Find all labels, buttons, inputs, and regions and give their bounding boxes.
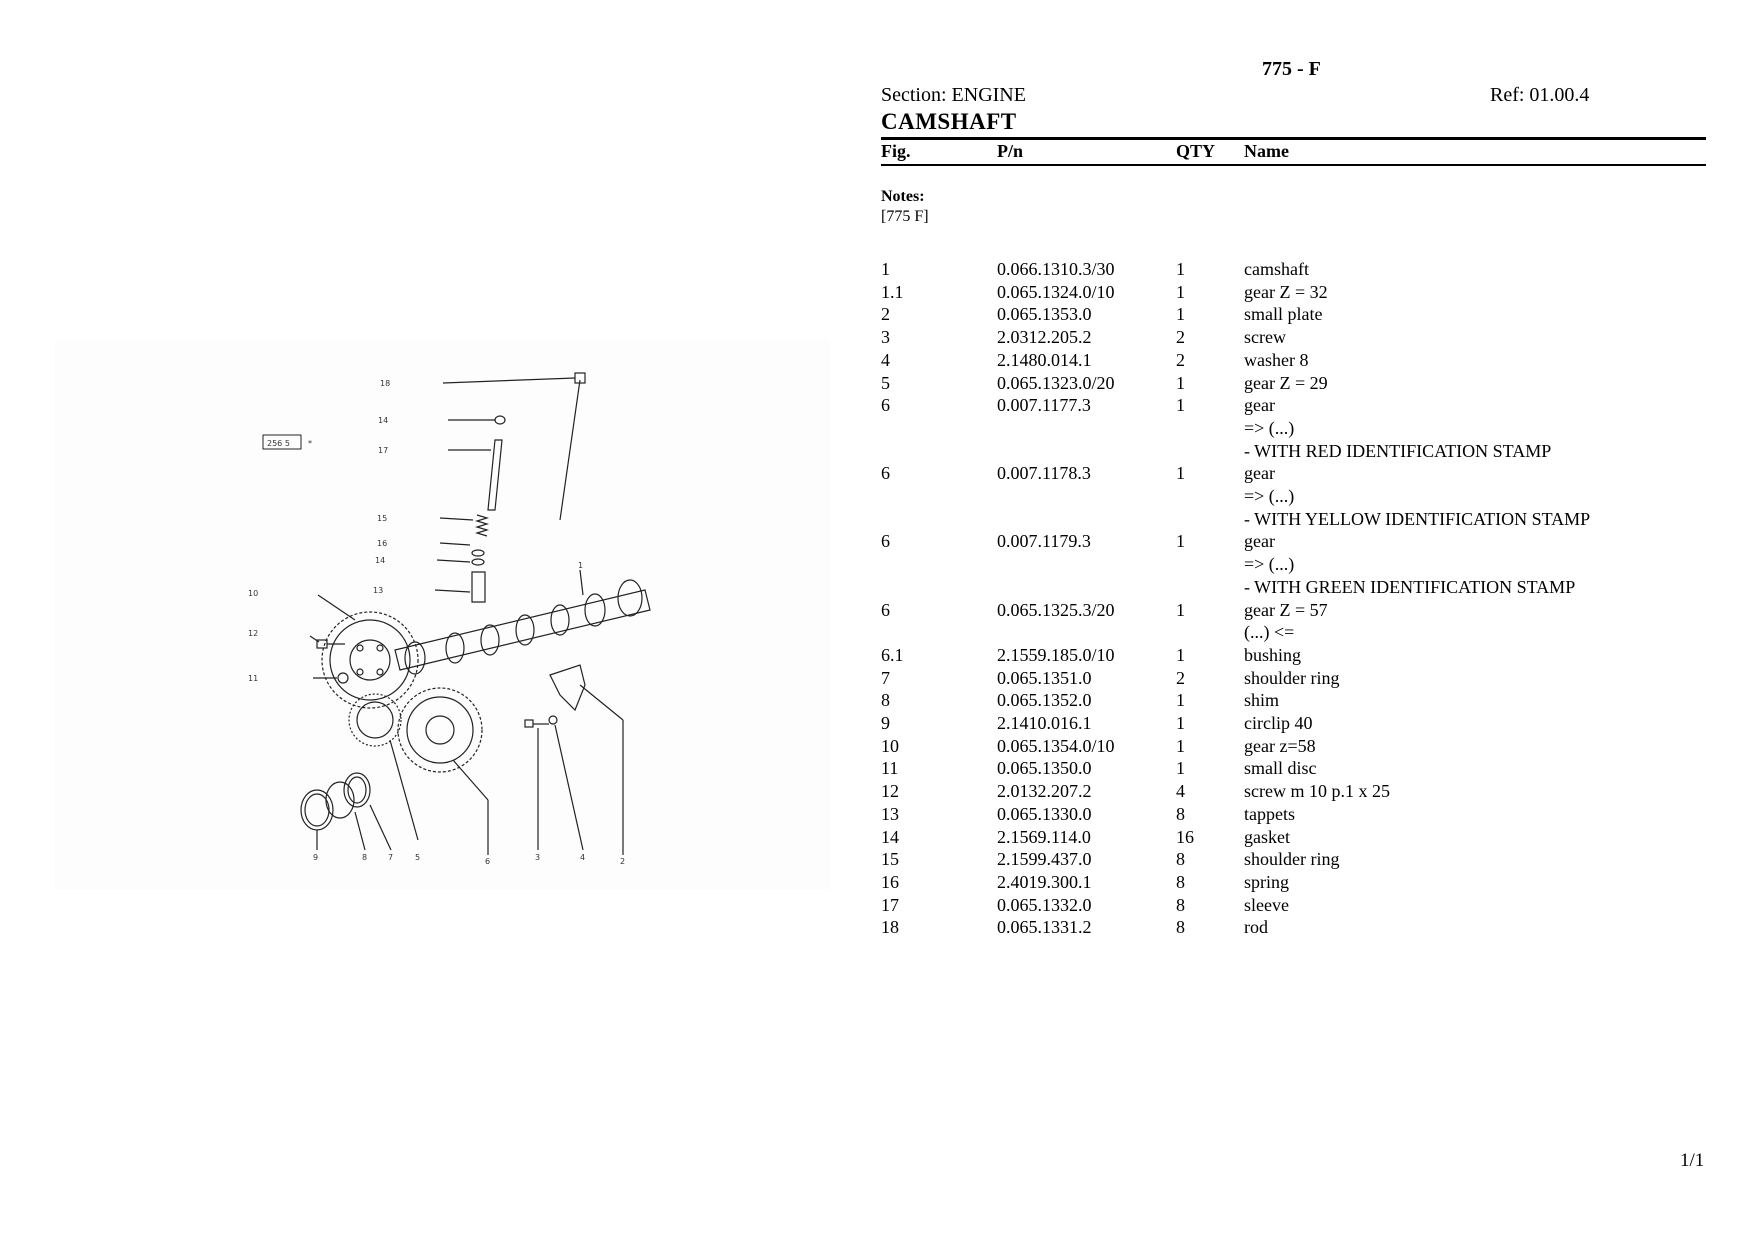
cell-quantity: 1 bbox=[1176, 259, 1185, 279]
cell-part-number: 2.0132.207.2 bbox=[997, 781, 1092, 802]
cell-name: - WITH YELLOW IDENTIFICATION STAMP bbox=[1244, 508, 1591, 529]
callout-7: 7 bbox=[388, 853, 394, 862]
cell-quantity bbox=[1176, 508, 1244, 531]
cell-part-number: 0.065.1325.3/20 bbox=[997, 599, 1115, 620]
table-row bbox=[881, 553, 1706, 576]
cell-part-number: 0.065.1354.0/10 bbox=[997, 735, 1115, 756]
cell-part-number bbox=[997, 485, 1176, 508]
model-number: 775 - F bbox=[1262, 58, 1321, 80]
cell-part-number bbox=[997, 553, 1176, 576]
cell-part-number: 2.1559.185.0/10 bbox=[997, 644, 1115, 665]
cell-quantity: 2 bbox=[1176, 667, 1185, 688]
cell-name: shoulder ring bbox=[1244, 667, 1340, 688]
callout-4: 4 bbox=[580, 853, 586, 862]
table-row bbox=[881, 372, 1706, 395]
cell-name: gear Z = 29 bbox=[1244, 372, 1328, 393]
cell-part-number: 0.065.1332.0 bbox=[997, 894, 1092, 915]
cell-quantity: 1 bbox=[1176, 463, 1185, 484]
cell-part-number: 0.065.1330.0 bbox=[997, 803, 1092, 824]
cell-quantity: 2 bbox=[1176, 349, 1185, 370]
cell-quantity: 1 bbox=[1176, 304, 1185, 325]
cell-quantity: 1 bbox=[1176, 644, 1185, 665]
cell-fig: 16 bbox=[881, 871, 899, 892]
table-row bbox=[881, 757, 1706, 780]
small-plate-part bbox=[550, 665, 585, 710]
cell-part-number: 2.1480.014.1 bbox=[997, 349, 1092, 370]
column-header-qty: QTY bbox=[1176, 141, 1216, 161]
table-row bbox=[881, 462, 1706, 485]
table-row bbox=[881, 871, 1706, 894]
cell-part-number: 2.1569.114.0 bbox=[997, 826, 1091, 847]
cell-name: tappets bbox=[1244, 803, 1295, 824]
cell-fig: 2 bbox=[881, 304, 890, 325]
cell-part-number: 0.065.1350.0 bbox=[997, 758, 1092, 779]
cell-quantity bbox=[1176, 417, 1244, 440]
table-row bbox=[881, 576, 1706, 599]
cell-fig: 14 bbox=[881, 826, 899, 847]
cell-fig: 7 bbox=[881, 667, 890, 688]
cell-name: (...) <= bbox=[1244, 622, 1295, 643]
cell-name: small plate bbox=[1244, 304, 1323, 325]
cell-fig: 8 bbox=[881, 690, 890, 711]
cell-fig: 10 bbox=[881, 735, 899, 756]
camshaft-part bbox=[395, 580, 650, 674]
cell-part-number: 0.065.1323.0/20 bbox=[997, 372, 1115, 393]
callout-9: 9 bbox=[313, 853, 319, 862]
cell-fig: 9 bbox=[881, 713, 890, 734]
cell-quantity bbox=[1176, 553, 1244, 576]
column-header-fig: Fig. bbox=[881, 141, 911, 161]
cell-name: spring bbox=[1244, 871, 1289, 892]
stamp-asterisk: * bbox=[308, 439, 312, 448]
cell-quantity: 1 bbox=[1176, 735, 1185, 756]
cell-part-number: 0.007.1177.3 bbox=[997, 395, 1091, 416]
cell-name: screw m 10 p.1 x 25 bbox=[1244, 781, 1390, 802]
cell-quantity: 1 bbox=[1176, 395, 1185, 416]
cell-fig: 6 bbox=[881, 531, 890, 552]
cell-name: gear bbox=[1244, 463, 1275, 484]
cell-quantity: 8 bbox=[1176, 894, 1185, 915]
camshaft-drawing bbox=[55, 340, 830, 890]
callout-17: 17 bbox=[378, 446, 389, 455]
cell-part-number: 0.065.1324.0/10 bbox=[997, 281, 1115, 302]
cell-quantity: 4 bbox=[1176, 781, 1185, 802]
cell-fig: 1.1 bbox=[881, 281, 904, 302]
cell-fig bbox=[881, 621, 997, 644]
callout-5: 5 bbox=[415, 853, 421, 862]
cell-part-number bbox=[997, 508, 1176, 531]
table-row bbox=[881, 530, 1706, 553]
cell-part-number: 2.1599.437.0 bbox=[997, 849, 1092, 870]
notes-label: Notes: bbox=[881, 188, 925, 205]
header-rule-bottom bbox=[881, 164, 1706, 166]
header-rule-top bbox=[881, 137, 1706, 140]
cell-quantity bbox=[1176, 485, 1244, 508]
cell-quantity: 1 bbox=[1176, 372, 1185, 393]
cell-part-number: 0.007.1178.3 bbox=[997, 463, 1091, 484]
page-title: CAMSHAFT bbox=[881, 109, 1017, 134]
table-row bbox=[881, 599, 1706, 622]
cell-quantity: 8 bbox=[1176, 803, 1185, 824]
cell-name: screw bbox=[1244, 327, 1286, 348]
cell-fig bbox=[881, 508, 997, 531]
cell-name: gear bbox=[1244, 395, 1275, 416]
callout-2: 2 bbox=[620, 857, 626, 866]
table-row bbox=[881, 485, 1706, 508]
cell-fig: 6 bbox=[881, 463, 890, 484]
cell-name: circlip 40 bbox=[1244, 713, 1313, 734]
cell-name: gear Z = 57 bbox=[1244, 599, 1328, 620]
cell-quantity bbox=[1176, 576, 1244, 599]
gasket-part bbox=[495, 416, 505, 424]
cell-quantity: 1 bbox=[1176, 531, 1185, 552]
table-row bbox=[881, 735, 1706, 758]
callout-15: 15 bbox=[377, 514, 388, 523]
cell-quantity: 8 bbox=[1176, 871, 1185, 892]
cell-fig: 5 bbox=[881, 372, 890, 393]
cell-name: gasket bbox=[1244, 826, 1290, 847]
cell-quantity bbox=[1176, 621, 1244, 644]
cell-name: shoulder ring bbox=[1244, 849, 1340, 870]
table-row bbox=[881, 440, 1706, 463]
table-row bbox=[881, 417, 1706, 440]
cell-fig: 17 bbox=[881, 894, 899, 915]
cell-part-number: 0.007.1179.3 bbox=[997, 531, 1091, 552]
cell-quantity: 1 bbox=[1176, 281, 1185, 302]
parts-table bbox=[881, 258, 1706, 939]
cell-quantity: 16 bbox=[1176, 826, 1194, 847]
callout-11: 11 bbox=[248, 674, 259, 683]
cell-fig: 4 bbox=[881, 349, 890, 370]
cell-quantity: 8 bbox=[1176, 917, 1185, 938]
cell-fig bbox=[881, 553, 997, 576]
table-row bbox=[881, 508, 1706, 531]
callout-8: 8 bbox=[362, 853, 368, 862]
callout-10: 10 bbox=[248, 589, 259, 598]
callout-18: 18 bbox=[380, 379, 391, 388]
notes-text: [775 F] bbox=[881, 208, 929, 225]
table-row bbox=[881, 803, 1706, 826]
page-number: 1/1 bbox=[1680, 1150, 1705, 1171]
cell-fig: 11 bbox=[881, 758, 899, 779]
cell-name: => (...) bbox=[1244, 417, 1295, 438]
callout-6: 6 bbox=[485, 857, 491, 866]
cell-fig: 3 bbox=[881, 327, 890, 348]
cell-part-number bbox=[997, 621, 1176, 644]
table-row bbox=[881, 621, 1706, 644]
cell-part-number: 2.1410.016.1 bbox=[997, 713, 1092, 734]
cell-quantity: 8 bbox=[1176, 849, 1185, 870]
table-row bbox=[881, 667, 1706, 690]
spring-part bbox=[477, 515, 487, 536]
cell-part-number: 0.065.1331.2 bbox=[997, 917, 1092, 938]
cell-fig: 18 bbox=[881, 917, 899, 938]
table-row bbox=[881, 644, 1706, 667]
callout-13: 13 bbox=[373, 586, 384, 595]
cell-part-number: 0.065.1351.0 bbox=[997, 667, 1092, 688]
cell-fig: 6.1 bbox=[881, 644, 904, 665]
cell-quantity bbox=[1176, 440, 1244, 463]
cell-fig: 15 bbox=[881, 849, 899, 870]
table-row bbox=[881, 281, 1706, 304]
cell-quantity: 2 bbox=[1176, 327, 1185, 348]
cell-name: - WITH GREEN IDENTIFICATION STAMP bbox=[1244, 576, 1576, 597]
cell-name: gear Z = 32 bbox=[1244, 281, 1328, 302]
callout-3: 3 bbox=[535, 853, 541, 862]
table-row bbox=[881, 258, 1706, 281]
reference-code: Ref: 01.00.4 bbox=[1490, 84, 1590, 106]
table-row bbox=[881, 689, 1706, 712]
cell-fig bbox=[881, 440, 997, 463]
cell-fig: 6 bbox=[881, 395, 890, 416]
table-row bbox=[881, 394, 1706, 417]
cell-name: gear z=58 bbox=[1244, 735, 1316, 756]
cell-name: - WITH RED IDENTIFICATION STAMP bbox=[1244, 440, 1552, 461]
callout-16: 16 bbox=[377, 539, 388, 548]
cell-quantity: 1 bbox=[1176, 758, 1185, 779]
cell-name: bushing bbox=[1244, 644, 1302, 665]
cell-name: sleeve bbox=[1244, 894, 1289, 915]
cell-quantity: 1 bbox=[1176, 599, 1185, 620]
callout-14: 14 bbox=[375, 556, 386, 565]
tappet-part bbox=[472, 572, 485, 602]
cell-quantity: 1 bbox=[1176, 713, 1185, 734]
cell-name: rod bbox=[1244, 917, 1268, 938]
cell-fig: 6 bbox=[881, 599, 890, 620]
cell-fig: 12 bbox=[881, 781, 899, 802]
cell-name: small disc bbox=[1244, 758, 1317, 779]
cell-part-number: 0.065.1352.0 bbox=[997, 690, 1092, 711]
table-row bbox=[881, 916, 1706, 939]
section-label: Section: ENGINE bbox=[881, 84, 1026, 106]
callout-12: 12 bbox=[248, 629, 259, 638]
cell-part-number bbox=[997, 576, 1176, 599]
table-row bbox=[881, 326, 1706, 349]
column-header-name: Name bbox=[1244, 141, 1289, 161]
table-row bbox=[881, 826, 1706, 849]
table-row bbox=[881, 349, 1706, 372]
rod-part bbox=[560, 380, 580, 520]
table-row bbox=[881, 848, 1706, 871]
cell-part-number bbox=[997, 440, 1176, 463]
cell-part-number: 0.065.1353.0 bbox=[997, 304, 1092, 325]
callout-14-top: 14 bbox=[378, 416, 389, 425]
cell-part-number: 2.0312.205.2 bbox=[997, 327, 1092, 348]
cell-part-number bbox=[997, 417, 1176, 440]
table-row bbox=[881, 894, 1706, 917]
exploded-diagram bbox=[55, 340, 830, 890]
shim-part bbox=[326, 782, 354, 818]
cell-name: washer 8 bbox=[1244, 349, 1309, 370]
cell-name: => (...) bbox=[1244, 554, 1295, 575]
cell-fig bbox=[881, 417, 997, 440]
cell-name: => (...) bbox=[1244, 486, 1295, 507]
column-header-pn: P/n bbox=[997, 141, 1024, 161]
cell-name: gear bbox=[1244, 531, 1275, 552]
cell-name: camshaft bbox=[1244, 259, 1309, 279]
table-row bbox=[881, 712, 1706, 735]
callout-1: 1 bbox=[578, 561, 584, 570]
cell-part-number: 0.066.1310.3/30 bbox=[997, 259, 1115, 279]
cell-fig: 1 bbox=[881, 259, 890, 279]
cell-name: shim bbox=[1244, 690, 1280, 711]
cell-fig bbox=[881, 576, 997, 599]
gear-6-part bbox=[398, 688, 482, 772]
cell-quantity: 1 bbox=[1176, 690, 1185, 711]
cell-part-number: 2.4019.300.1 bbox=[997, 871, 1092, 892]
stamp-label: 256 5 bbox=[267, 439, 290, 448]
gear-10-part bbox=[322, 612, 418, 708]
table-row bbox=[881, 780, 1706, 803]
cell-fig: 13 bbox=[881, 803, 899, 824]
table-row bbox=[881, 303, 1706, 326]
cell-fig bbox=[881, 485, 997, 508]
